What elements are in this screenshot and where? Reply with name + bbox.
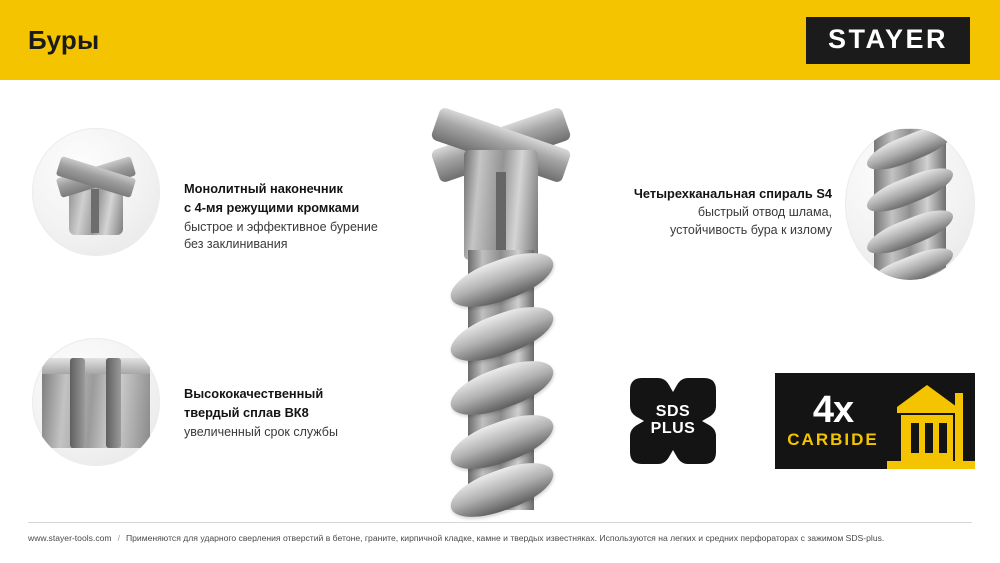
carbide-multiplier: 4x xyxy=(812,388,854,431)
carbide-badge-text xyxy=(775,388,887,450)
sds-line2: PLUS xyxy=(650,420,696,437)
carbide-illustration xyxy=(36,350,156,454)
photo-bubble-tip xyxy=(32,128,160,256)
sds-line1: SDS xyxy=(655,403,691,421)
sds-plus-badge xyxy=(628,376,718,466)
drill-head-slot xyxy=(496,172,506,252)
carbide-4x-badge xyxy=(775,373,975,469)
tip-notch xyxy=(91,189,99,233)
feature-desc-line2: без заклинивания xyxy=(184,237,288,252)
feature-desc-line1: быстрый отвод шлама, xyxy=(697,205,832,220)
spiral-illustration xyxy=(858,129,962,279)
building-icon xyxy=(887,373,975,469)
footer-divider xyxy=(28,522,972,523)
sds-badge-text xyxy=(628,376,718,466)
photo-bubble-carbide xyxy=(32,338,160,466)
feature-carbide-alloy xyxy=(184,385,384,441)
content-area xyxy=(0,80,1000,530)
drill-tip-illustration xyxy=(53,149,139,235)
drill-bit-product-image xyxy=(420,110,580,510)
feature-title-line2: твердый сплав ВК8 xyxy=(184,405,309,421)
footer-website[interactable]: www.stayer-tools.com xyxy=(28,533,112,543)
footer-separator: / xyxy=(117,533,120,543)
feature-s4-spiral xyxy=(600,185,832,240)
carbide-top-edge xyxy=(42,358,150,374)
feature-desc-line2: устойчивость бура к излому xyxy=(669,223,832,238)
feature-desc-line1: увеличенный срок службы xyxy=(184,424,338,439)
carbide-badge-graphic xyxy=(887,373,975,469)
footer-bar xyxy=(28,533,972,543)
brand-logo: STAYER xyxy=(806,17,970,64)
feature-title-line1: Высококачественный xyxy=(184,386,324,401)
feature-monolithic-tip xyxy=(184,180,384,254)
carbide-groove-1 xyxy=(70,358,85,448)
carbide-label: CARBIDE xyxy=(787,430,879,450)
header-bar xyxy=(0,0,1000,80)
feature-title-line1: Четырехканальная спираль S4 xyxy=(633,186,832,201)
page-title: Буры xyxy=(28,24,100,55)
feature-title-line1: Монолитный наконечник xyxy=(184,181,343,196)
photo-bubble-spiral xyxy=(845,128,975,280)
feature-title-line2: с 4-мя режущими кромками xyxy=(184,200,360,216)
feature-desc-line1: быстрое и эффективное бурение xyxy=(184,219,378,234)
carbide-groove-2 xyxy=(106,358,121,448)
footer-note: Применяются для ударного сверления отверстий в бетоне, граните, кирпичной кладке, камне и твердых известняках. Используются на легких и средних перфораторах с зажимом SDS-plus. xyxy=(125,533,885,543)
